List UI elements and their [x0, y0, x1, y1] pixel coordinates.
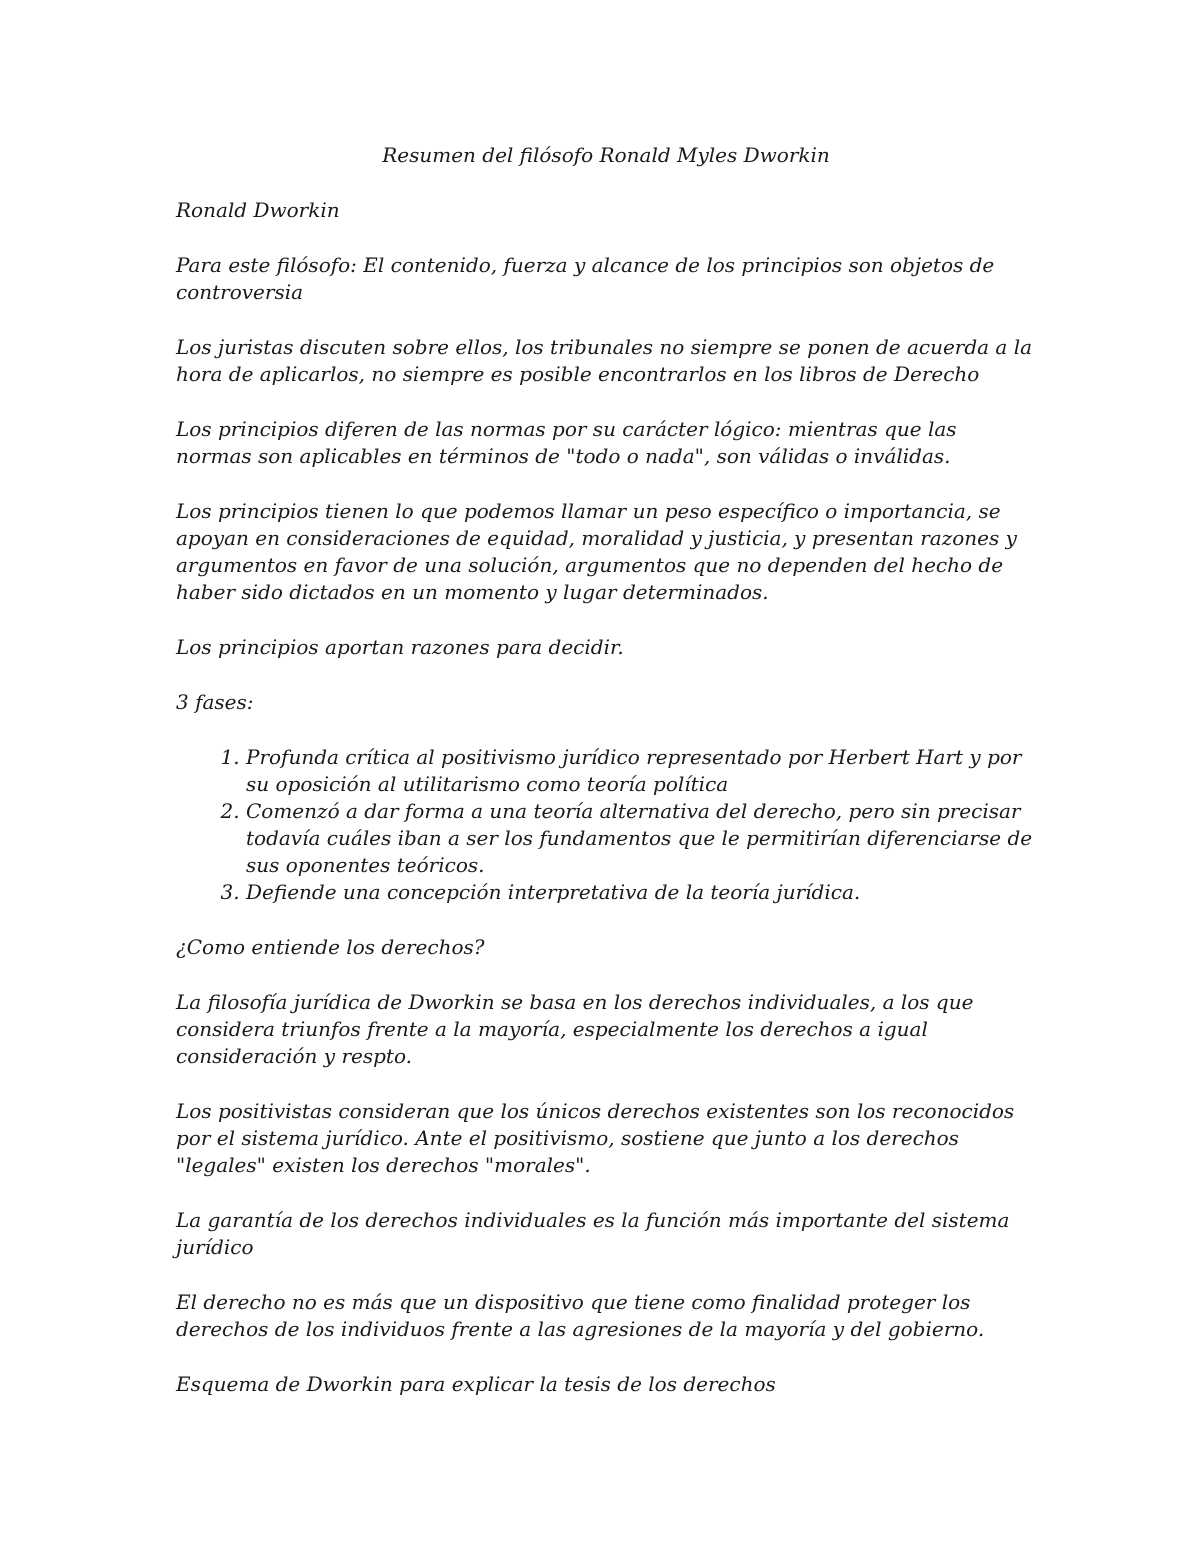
paragraph: Los juristas discuten sobre ellos, los tribunales no siempre se ponen de acuerda a la hora de aplicarlos, no siempre es posible encontrarlos en los libros de Derecho	[176, 335, 1033, 386]
paragraph: El derecho no es más que un dispositivo que tiene como finalidad proteger los derechos de los individuos frente a las agresiones de la mayoría y del gobierno.	[176, 1290, 985, 1341]
paragraph: Los principios diferen de las normas por su carácter lógico: mientras que las normas son aplicables en términos de "todo o nada", son válidas o inválidas.	[176, 417, 957, 468]
list-item: 1. Profunda crítica al positivismo jurídico representado por Herbert Hart y por su oposición al utilitarismo como teoría política	[246, 744, 1036, 798]
document-body	[176, 142, 1036, 1426]
paragraph: Los positivistas consideran que los únicos derechos existentes son los reconocidos por el sistema jurídico. Ante el positivismo, sostiene que junto a los derechos "legales" existen los derechos "morales".	[176, 1099, 1015, 1177]
list-item: 2. Comenzó a dar forma a una teoría alternativa del derecho, pero sin precisar todavía cuáles iban a ser los fundamentos que le permitirían diferenciarse de sus oponentes teóricos.	[246, 798, 1036, 879]
section-question: ¿Como entiende los derechos?	[176, 935, 485, 959]
paragraph: Esquema de Dworkin para explicar la tesis de los derechos	[176, 1372, 776, 1396]
paragraph: Los principios aportan razones para decidir.	[176, 635, 624, 659]
paragraph: Los principios tienen lo que podemos llamar un peso específico o importancia, se apoyan en consideraciones de equidad, moralidad y justicia, y presentan razones y argumentos en favor de una solución, argumentos que no dependen del hecho de haber sido dictados en un momento y lugar determinados.	[176, 499, 1017, 604]
document-title: Resumen del filósofo Ronald Myles Dworkin	[382, 143, 830, 167]
phases-heading: 3 fases:	[176, 690, 254, 714]
list-item: 3. Defiende una concepción interpretativa de la teoría jurídica.	[246, 879, 1036, 906]
author-heading: Ronald Dworkin	[176, 198, 340, 222]
paragraph: La garantía de los derechos individuales es la función más importante del sistema jurídico	[176, 1208, 1010, 1259]
phases-list	[176, 744, 1036, 906]
paragraph: Para este filósofo: El contenido, fuerza y alcance de los principios son objetos de controversia	[176, 253, 995, 304]
paragraph: La filosofía jurídica de Dworkin se basa en los derechos individuales, a los que considera triunfos frente a la mayoría, especialmente los derechos a igual consideración y respto.	[176, 990, 974, 1068]
